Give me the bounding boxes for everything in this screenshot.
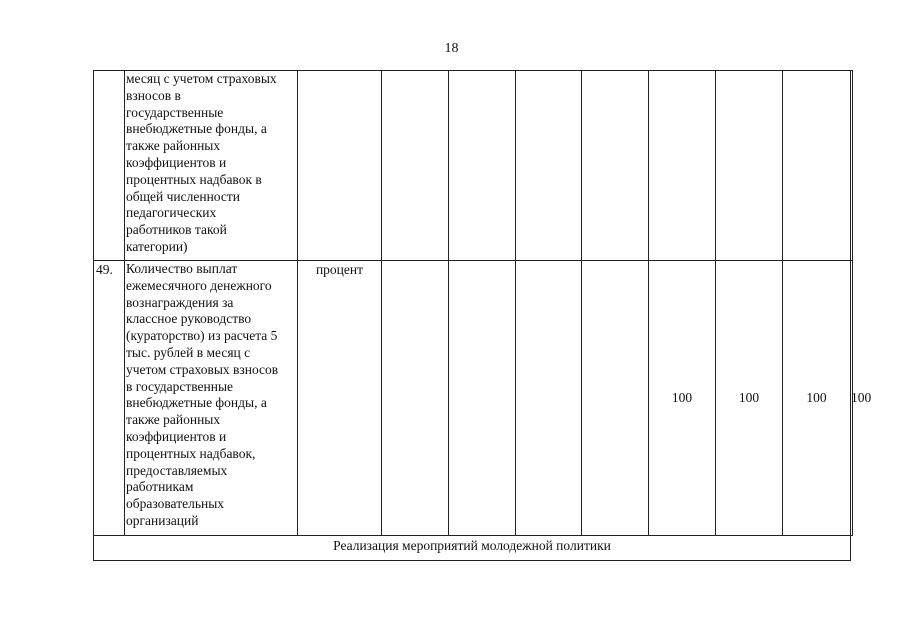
unit-cell: процент: [298, 261, 382, 536]
value-cell: [716, 71, 783, 261]
value-cell: [449, 261, 516, 536]
value-cell: [851, 71, 853, 261]
indicator-name-cell: месяц с учетом страховых взносов в государственные внебюджетные фонды, а также районных коэффициентов и процентных надбавок в общей численности педагогических работников такой категории): [125, 71, 298, 261]
indicator-name-cell: Количество выплат ежемесячного денежного вознаграждения за классное руководство (кураторство) из расчета 5 тыс. рублей в месяц с учетом страховых взносов в государственные внебюджетные фонды, а также районных коэффициентов и процентных надбавок, предоставляемых работникам образовательных организаций: [125, 261, 298, 536]
value-cell: [649, 71, 716, 261]
value-cell: 100: [851, 261, 853, 536]
value-cell: [382, 261, 449, 536]
value-cell: [449, 71, 516, 261]
row-number: [94, 71, 125, 261]
section-header-row: [94, 536, 853, 561]
value-cell: [582, 261, 649, 536]
value-cell: 100: [783, 261, 851, 536]
indicator-table: [93, 70, 872, 561]
page-number: 18: [444, 41, 459, 56]
value-cell: 100: [716, 261, 783, 536]
value-cell: [382, 71, 449, 261]
value-cell: 100: [649, 261, 716, 536]
value-cell: [516, 71, 582, 261]
section-title: Реализация мероприятий молодежной политики: [94, 536, 851, 561]
row-number: 49.: [94, 261, 125, 536]
table-row-49: [94, 261, 853, 536]
value-cell: [516, 261, 582, 536]
value-cell: [582, 71, 649, 261]
unit-cell: [298, 71, 382, 261]
value-cell: [783, 71, 851, 261]
table-row-continued: [94, 71, 853, 261]
